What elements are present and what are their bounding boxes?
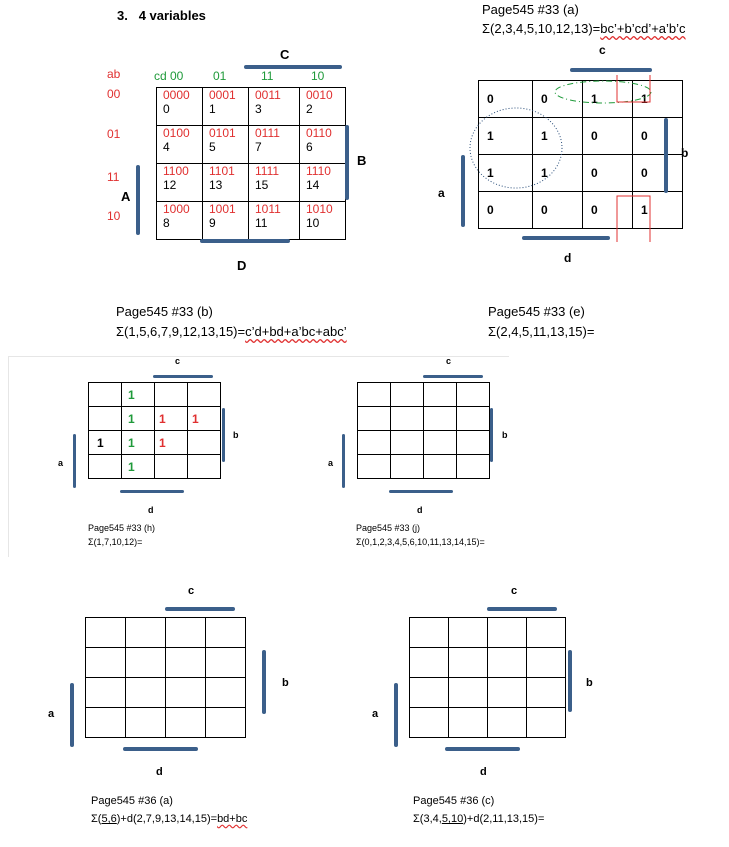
expr-suffix: )+d(2,11,13,15)= <box>463 813 545 825</box>
expr-prefix: Σ(2,3,4,5,10,12,13)= <box>482 21 601 36</box>
cell: 0 <box>583 155 633 192</box>
kmap-33a-c-label: c <box>599 43 606 57</box>
cell-num: 9 <box>209 216 216 230</box>
cell <box>155 407 188 431</box>
kmap-36c-b-bracket <box>568 650 572 712</box>
cell <box>89 383 122 407</box>
kmap-33j-title: Page545 #33 (j) <box>356 523 421 533</box>
cell <box>188 383 221 407</box>
kmap-36a-a-bracket <box>70 683 74 747</box>
kmap-33h-title: Page545 #33 (h) <box>88 523 156 533</box>
cell <box>188 431 221 455</box>
kmap-36a-expression <box>91 813 247 825</box>
cell-value <box>188 388 192 402</box>
caption-33e-title: Page545 #33 (e) <box>488 304 585 319</box>
kmap-33a-d-bracket <box>522 236 610 240</box>
kmap-33h-b-bracket <box>222 408 225 462</box>
kmap-33a-a-label: a <box>438 186 445 200</box>
caption-33b-expression <box>116 324 347 339</box>
cell-value: 1 <box>128 387 135 402</box>
kmap-33a-b-label: b <box>681 146 689 160</box>
cell-code: 1100 <box>163 164 189 178</box>
kmap-33j-grid <box>357 382 490 479</box>
kmap-33h-d-bracket <box>120 490 184 493</box>
kmap-33h-a-bracket <box>73 434 76 488</box>
cell: 0 <box>479 192 533 229</box>
kmap-33h-expression: Σ(1,7,10,12)= <box>88 537 143 547</box>
cell-code: 1111 <box>255 164 280 178</box>
cell-value <box>89 388 97 402</box>
kmap-36a-grid <box>85 617 246 738</box>
kmap-36a-b-label: b <box>282 677 289 689</box>
cell-code: 1001 <box>209 202 236 216</box>
cell <box>155 383 188 407</box>
red-wrap-group-bottom <box>617 196 650 242</box>
cell <box>188 455 221 479</box>
col-header-01: 01 <box>213 69 227 83</box>
kmap-36c-d-label: d <box>480 766 487 778</box>
cell-value <box>89 412 97 426</box>
expr-answer: bd+bc <box>217 813 248 825</box>
kmap-33j-a-bracket <box>342 434 345 488</box>
ab-label: ab <box>107 67 121 81</box>
cell-num: 2 <box>306 102 313 116</box>
kmap-33j-c-bracket <box>423 375 483 378</box>
kmap-36c-title: Page545 #36 (c) <box>413 795 495 807</box>
expr-prefix: Σ(1,5,6,7,9,12,13,15)= <box>116 324 246 339</box>
row-header-10: 10 <box>107 209 121 223</box>
kmap-33a-title: Page545 #33 (a) <box>482 2 579 17</box>
c-bracket <box>244 65 342 69</box>
cell <box>155 455 188 479</box>
cell-code: 1010 <box>306 202 333 216</box>
kmap-33j-c-label: c <box>446 356 452 366</box>
cell-value: 1 <box>159 411 166 426</box>
cell: 1 <box>533 118 583 155</box>
cell-code: 0010 <box>306 88 333 102</box>
cell-num: 7 <box>255 140 262 154</box>
cell-value: 1 <box>192 411 199 426</box>
cell: 0 <box>633 155 683 192</box>
cell-num: 14 <box>306 178 320 192</box>
a-bracket <box>136 165 140 235</box>
b-bracket <box>345 125 349 200</box>
expr-middle: )+d(2,7,9,13,14,15)= <box>116 813 218 825</box>
kmap-33h-b-label: b <box>233 430 239 440</box>
expr-prefix: Σ(3,4, <box>413 813 442 825</box>
cell-num: 6 <box>306 140 313 154</box>
kmap-36c-grid <box>409 617 566 738</box>
cell <box>89 431 122 455</box>
cell: 0 <box>533 192 583 229</box>
caption-33b-title: Page545 #33 (b) <box>116 304 213 319</box>
expr-prefix: Σ( <box>91 813 102 825</box>
kmap-36a-c-bracket <box>165 607 235 611</box>
col-header-11: 11 <box>261 69 274 83</box>
expr-underlined: 5,10 <box>441 813 464 825</box>
cell: 1 <box>583 81 633 118</box>
red-wrap-group-top <box>617 75 650 102</box>
cell-code: 1000 <box>163 202 190 216</box>
cell: 0 <box>583 118 633 155</box>
cell <box>122 431 155 455</box>
cell: 1 <box>633 81 683 118</box>
cell-value <box>155 460 159 474</box>
var-b-label: B <box>357 153 367 168</box>
kmap-36c-d-bracket <box>445 747 520 751</box>
cell <box>89 455 122 479</box>
kmap-33a-d-label: d <box>564 251 572 265</box>
cell <box>89 407 122 431</box>
blue-dotted-group <box>470 108 562 188</box>
cell-code: 0001 <box>209 88 236 102</box>
var-c-label: C <box>280 47 290 62</box>
expr-answer: bc’+b’cd’+a’b’c <box>600 21 686 36</box>
cell-value <box>188 436 192 450</box>
main-kmap-grid <box>156 87 346 240</box>
kmap-36a-c-label: c <box>188 585 195 597</box>
kmap-36a-a-label: a <box>48 708 55 720</box>
kmap-36a-b-bracket <box>262 650 266 714</box>
expr-answer: c’d+bd+a’bc+abc’ <box>245 324 347 339</box>
cell-value: 1 <box>97 435 104 450</box>
kmap-33a-b-bracket <box>664 118 668 193</box>
kmap-33j-expression: Σ(0,1,2,3,4,5,6,10,11,13,14,15)= <box>356 537 485 547</box>
row-header-01: 01 <box>107 127 121 141</box>
cell-num: 15 <box>255 178 269 192</box>
cell-code: 1101 <box>209 164 235 178</box>
kmap-36a-title: Page545 #36 (a) <box>91 795 173 807</box>
kmap-33h-a-label: a <box>58 458 64 468</box>
kmap-33h-grid <box>88 382 221 479</box>
kmap-33j-b-bracket <box>490 408 493 462</box>
kmap-36a-d-bracket <box>123 747 198 751</box>
kmap-33j-d-label: d <box>417 505 423 515</box>
cell <box>155 431 188 455</box>
cell-value <box>89 460 97 474</box>
cell-code: 1110 <box>306 164 331 178</box>
kmap-36c-c-bracket <box>487 607 557 611</box>
cell: 1 <box>479 118 533 155</box>
kmap-33h-d-label: d <box>148 505 154 515</box>
cell-num: 5 <box>209 140 216 154</box>
kmap-36c-a-label: a <box>372 708 379 720</box>
cell: 0 <box>533 81 583 118</box>
section-title: 4 variables <box>138 8 206 23</box>
cell: 0 <box>583 192 633 229</box>
section-heading <box>117 8 206 23</box>
cell-value: 1 <box>159 435 166 450</box>
cell <box>188 407 221 431</box>
cell-code: 0101 <box>209 126 236 140</box>
cell-value <box>188 460 192 474</box>
cell-num: 12 <box>163 178 177 192</box>
cd-label: cd 00 <box>154 69 184 83</box>
kmap-33j-b-label: b <box>502 430 508 440</box>
cell-num: 11 <box>255 216 268 230</box>
kmap-36c-b-label: b <box>586 677 593 689</box>
row-header-00: 00 <box>107 87 121 101</box>
cell-value: 1 <box>128 459 135 474</box>
kmap-33j-d-bracket <box>389 490 453 493</box>
cell <box>122 407 155 431</box>
cell-code: 0100 <box>163 126 190 140</box>
cell-code: 0011 <box>255 88 281 102</box>
cell: 0 <box>633 118 683 155</box>
cell-num: 8 <box>163 216 170 230</box>
cell-value <box>155 388 159 402</box>
cell: 1 <box>533 155 583 192</box>
col-header-10: 10 <box>311 69 325 83</box>
kmap-36c-c-label: c <box>511 585 518 597</box>
cell-value: 1 <box>128 411 135 426</box>
cell <box>122 455 155 479</box>
var-d-label: D <box>237 258 247 273</box>
var-a-label: A <box>121 189 131 204</box>
cell-value: 1 <box>128 435 135 450</box>
cell-num: 0 <box>163 102 170 116</box>
cell: 1 <box>479 155 533 192</box>
kmap-33h-c-label: c <box>175 356 181 366</box>
cell <box>122 383 155 407</box>
cell-num: 1 <box>209 102 216 116</box>
kmap-36c-expression <box>413 813 544 825</box>
kmap-36a-d-label: d <box>156 766 163 778</box>
green-dashed-group <box>555 81 651 103</box>
cell-num: 10 <box>306 216 320 230</box>
kmap-33a-expression <box>482 21 686 36</box>
expr-underlined: 5,6 <box>101 813 117 825</box>
cell-num: 3 <box>255 102 262 116</box>
cell: 1 <box>633 192 683 229</box>
caption-33e-expression: Σ(2,4,5,11,13,15)= <box>488 324 595 339</box>
cell: 0 <box>479 81 533 118</box>
kmap-33h-c-bracket <box>153 375 213 378</box>
cell-code: 0110 <box>306 126 332 140</box>
kmap-33a-a-bracket <box>461 155 465 227</box>
cell-code: 0000 <box>163 88 190 102</box>
cell-code: 0111 <box>255 126 280 140</box>
section-number: 3. <box>117 8 128 23</box>
cell-code: 1011 <box>255 202 281 216</box>
cell-num: 13 <box>209 178 223 192</box>
kmap-36c-a-bracket <box>394 683 398 747</box>
d-bracket <box>200 239 290 243</box>
row-header-11: 11 <box>107 170 120 184</box>
kmap-33a-groupings <box>460 70 680 250</box>
cell-num: 4 <box>163 140 170 154</box>
kmap-33j-a-label: a <box>328 458 334 468</box>
